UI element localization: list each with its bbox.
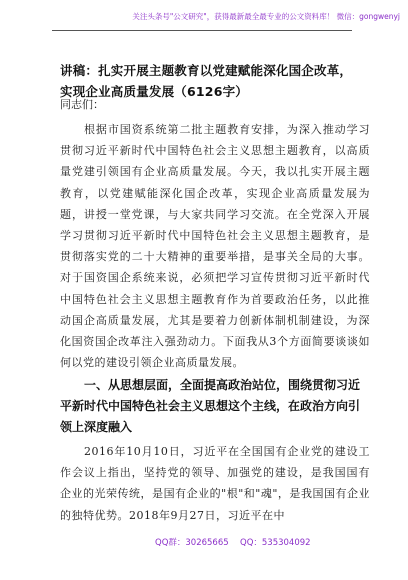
document-title: 讲稿：扎实开展主题教育以党建赋能深化国企改革，实现企业高质量发展（6126字） [60, 63, 353, 99]
paragraph-intro: 根据市国资系统第二批主题教育安排，为深入推动学习贯彻习近平新时代中国特色社会主义思想主题教育，以高质量党建引领国有企业高质量发展。今天，我以扎实开展主题教育，以党建赋能深化国企改革，实现企业高质量发展为题，讲授一堂党课，与大家共同学习交流。在全党深入开展学习贯彻习近平新时代中国特色社会主义思想主题教育，是贯彻落实党的二十大精神的重要举措，是事关全局的大事。对于国资国企系统来说，必须把学习宣传贯彻习近平新时代中国特色社会主义思想主题教育作为首要政治任务，以此推动国企高质量发展，尤其是要着力创新体制机制建设，为深化国资国企改革注入强劲动力。下面我从3个方面简要谈谈如何以党的建设引领企业高质量发展。 [60, 123, 370, 370]
header-banner: 关注头条号"公文研究"，获得最新最全最专业的公文资料库！ 微信：gongwenyj [132, 12, 400, 21]
footer-qq-contact: QQ：535304092 [240, 538, 311, 548]
salutation: 同志们： [60, 98, 104, 111]
section-heading-1: 一、从思想层面，全面提高政治站位，围绕贯彻习近平新时代中国特色社会主义思想这个主线，在政治方向引领上深度融入 [60, 378, 361, 434]
footer-qq-group: QQ群：30265665 [155, 538, 229, 548]
header-divider [52, 30, 352, 31]
paragraph-section-1: 2016年10月10日，习近平在全国国有企业党的建设工作会议上指出，坚持党的领导、加强党的建设，是我国国有企业的光荣传统，是国有企业的"根"和"魂"，是我国国有企业的独特优势。2018年9月27日，习近平在中 [60, 445, 370, 522]
